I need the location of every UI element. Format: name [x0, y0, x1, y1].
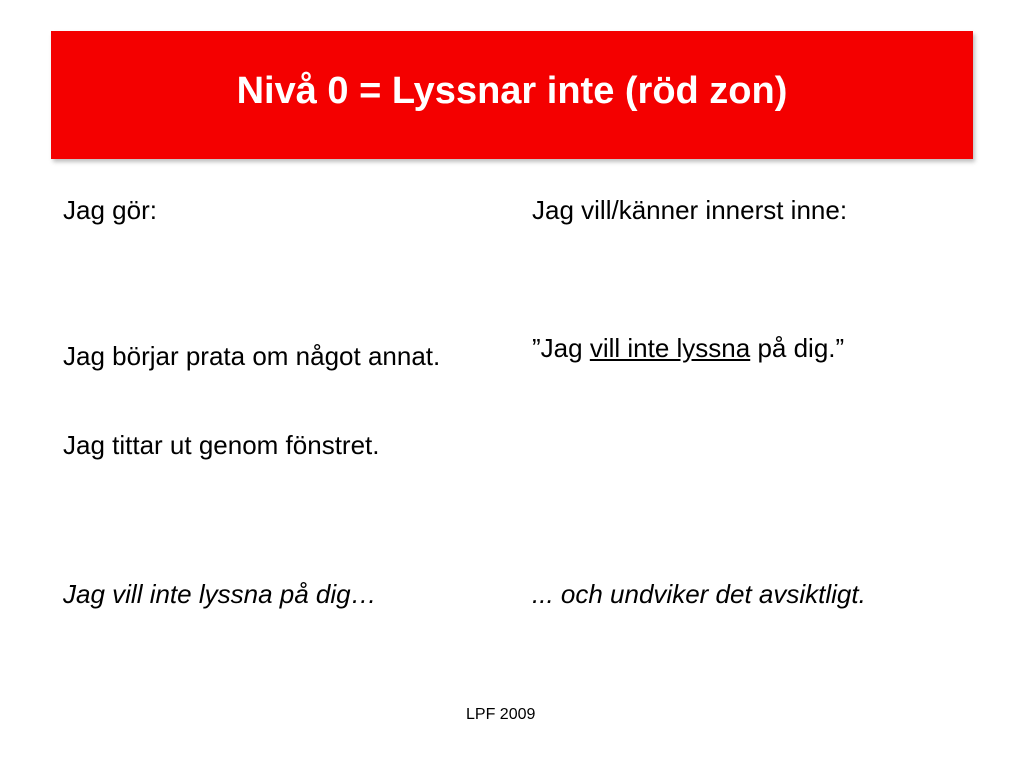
- quote-prefix: ”Jag: [532, 333, 590, 363]
- left-item-look-out-window: Jag tittar ut genom fönstret.: [63, 430, 380, 460]
- quote-underlined-phrase: vill inte lyssna: [589, 333, 751, 363]
- title-banner: [51, 31, 973, 159]
- left-column-heading: Jag gör:: [63, 195, 157, 225]
- right-column-conclusion: ... och undviker det avsiktligt.: [532, 579, 866, 609]
- left-item-talk-about-something-else: Jag börjar prata om något annat.: [63, 341, 441, 371]
- slide-title: Nivå 0 = Lyssnar inte (röd zon): [236, 69, 788, 112]
- left-column-conclusion: Jag vill inte lyssna på dig…: [63, 579, 377, 609]
- right-column-quote: [532, 328, 844, 368]
- slide-footer: LPF 2009: [466, 706, 536, 723]
- right-column-heading: Jag vill/känner innerst inne:: [532, 195, 848, 225]
- quote-suffix: på dig.”: [750, 333, 845, 363]
